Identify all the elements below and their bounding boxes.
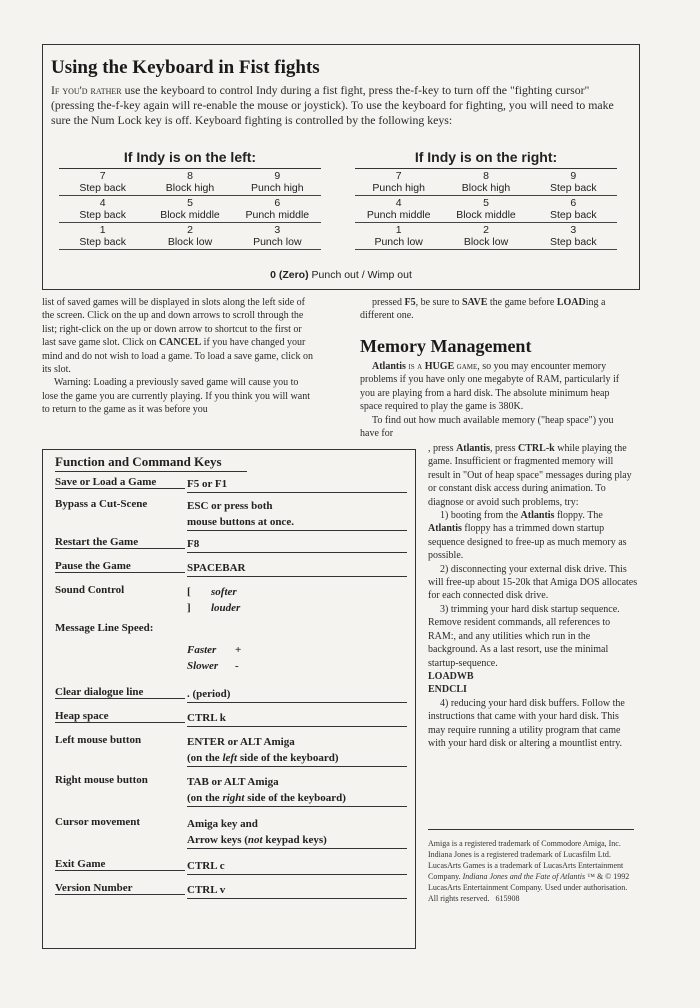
row-key — [187, 642, 407, 674]
memory-intro — [360, 360, 634, 440]
keypad-cell — [530, 223, 617, 249]
text-span: Indiana Jones and the Fate of Atlantis — [462, 872, 586, 881]
keypad-action: Step back — [549, 182, 597, 194]
text-span: Amiga is a registered trademark of Commodore Amiga, Inc. Indiana Jones is a registered trademark of Lucasfilm Ltd. LucasArts Games is a trademark of LucasArts Entertainment Company. — [428, 839, 624, 881]
keypad-cell — [442, 196, 529, 222]
text-span: (on the — [187, 792, 223, 804]
memory-item-3: 3) trimming your hard disk startup sequence. Remove resident commands, all references to RAM:, and any utilities which run in the background. As a last resort, use the minimal startup-sequence. — [428, 603, 620, 669]
row-key: F8 — [187, 536, 407, 553]
saved-games-paragraph — [42, 296, 314, 376]
keypad-row — [355, 223, 617, 250]
function-keys-box — [42, 449, 416, 949]
keypad-cell — [530, 169, 617, 195]
text-span: Arrow keys ( — [187, 834, 248, 846]
key-line: Amiga key and — [187, 818, 258, 830]
row-key: SPACEBAR — [187, 560, 407, 577]
keypad-number: 7 — [395, 170, 402, 182]
text-span: floppy. The — [554, 510, 603, 522]
keypad-number: 4 — [395, 197, 402, 209]
keypad-action: Block low — [463, 236, 509, 248]
row-name: Right mouse button — [55, 774, 148, 786]
keypad-cell — [59, 196, 146, 222]
intro-smallcaps: If you'd rather — [51, 83, 122, 97]
command-endcli: ENDCLI — [428, 684, 467, 696]
faster-label: Faster — [187, 644, 217, 656]
save-before-load-paragraph — [360, 296, 634, 323]
right-side-heading: If Indy is on the right: — [355, 149, 617, 169]
keypad-action: Step back — [79, 209, 127, 221]
row-name: Save or Load a Game — [55, 476, 185, 489]
key-line — [187, 642, 407, 658]
key-line — [187, 600, 407, 616]
text-span: side of the keyboard) — [244, 792, 346, 804]
louder-label: louder — [211, 602, 241, 614]
keypad-number: 6 — [570, 197, 577, 209]
keypad-cell — [355, 196, 442, 222]
keypad-action: Punch high — [372, 182, 425, 194]
keypad-action: Punch middle — [245, 209, 310, 221]
saved-games-text — [42, 296, 314, 417]
text-span: game — [454, 361, 478, 372]
keypad-number: 2 — [187, 224, 193, 236]
memory-diagnose — [428, 442, 638, 750]
key-line — [187, 832, 407, 849]
memory-item-4: 4) reducing your hard disk buffers. Follow the instructions that came with your hard disk. This may require running a utility program that came with your hard disk or altering a mountlist entry. — [428, 697, 625, 749]
keypad-action: Step back — [549, 236, 597, 248]
row-key — [187, 816, 407, 849]
keypad-cell — [355, 223, 442, 249]
memory-item-2: 2) disconnecting your external disk drive. This will free-up about 15-20k that Amiga DOS allocates for each connected disk drive. — [428, 563, 638, 602]
footnote-divider — [428, 829, 634, 830]
keypad-row — [355, 196, 617, 223]
keyboard-section-title: Using the Keyboard in Fist fights — [51, 57, 320, 78]
keypad-action: Punch low — [253, 236, 302, 248]
keypad-row — [59, 169, 321, 196]
keypad-action: Step back — [549, 209, 597, 221]
memory-management-title: Memory Management — [360, 336, 532, 356]
row-name: Bypass a Cut-Scene — [55, 498, 148, 510]
softer-label: softer — [211, 586, 237, 598]
trademark-footnote — [428, 838, 638, 904]
text-span: side of the keyboard) — [237, 752, 339, 764]
keypad-number: 7 — [99, 170, 106, 182]
text-span: ™ & © 1992 LucasArts Entertainment Company. Used under authorisation. All rights reserved. — [428, 872, 630, 903]
text-span: (on the — [187, 752, 223, 764]
atlantis-keyword: Atlantis — [520, 510, 555, 522]
zero-key: 0 (Zero) — [270, 269, 309, 281]
keypad-cell — [442, 169, 529, 195]
keypad-action: Step back — [79, 236, 127, 248]
row-key: CTRL k — [187, 710, 407, 727]
row-name: Pause the Game — [55, 560, 185, 573]
keypad-number: 6 — [274, 197, 281, 209]
text-span: while playing the game. Insufficient or fragmented memory will result in "Out of heap space" messages during play or constant disk access during animation. To diagnose or avoid such problems, try: — [428, 443, 632, 508]
text-span: , be sure to — [415, 297, 462, 308]
intro-text: use the keyboard to control Indy during a fist fight, press the-f-key to turn off the "fighting cursor" (pressing the-f-key again will re-enable the mouse or joystick). To use the keyboard for fighting, you will need to make sure the Num Lock key is off. Keyboard fighting is controlled by the following keys: — [51, 83, 614, 127]
keypad-action: Block high — [461, 182, 511, 194]
row-name: Sound Control — [55, 584, 125, 596]
row-key: . (period) — [187, 686, 407, 703]
text-span: , so you may encounter memory problems if you have only one megabyte of RAM, particularly if you are playing from a hard disk. The absolute minimum heap space required to play the game is 380K. — [360, 361, 620, 413]
memory-paragraph-1 — [360, 360, 634, 414]
text-span: , press — [428, 443, 457, 454]
save-keyword: SAVE — [462, 297, 488, 308]
row-key — [187, 584, 407, 616]
f5-keyword: F5 — [404, 297, 416, 308]
keypad-number: 9 — [570, 170, 577, 182]
keypad-number: 2 — [483, 224, 489, 236]
row-name: Heap space — [55, 710, 185, 723]
row-key — [187, 734, 407, 767]
row-key: CTRL v — [187, 882, 407, 899]
keypad-number: 5 — [483, 197, 489, 209]
row-name: Message Line Speed: — [55, 622, 154, 634]
keypad-cell — [530, 196, 617, 222]
slower-key: - — [235, 660, 239, 672]
key-line: TAB or ALT Amiga — [187, 776, 279, 788]
keypad-cell — [234, 169, 321, 195]
softer-key: [ — [187, 586, 191, 598]
huge-keyword: HUGE — [424, 361, 455, 372]
keypad-action: Block middle — [456, 209, 516, 221]
row-name: Cursor movement — [55, 816, 141, 828]
keypad-action: Punch high — [251, 182, 304, 194]
keypad-number: 8 — [483, 170, 489, 182]
row-key: F5 or F1 — [187, 476, 407, 493]
louder-key: ] — [187, 602, 191, 614]
text-span: To find out how much available memory ("heap space") you have for — [360, 414, 614, 440]
keypad-number: 3 — [274, 224, 281, 236]
command-loadwb: LOADWB — [428, 670, 474, 682]
keypad-number: 5 — [187, 197, 193, 209]
keypad-cell — [234, 223, 321, 249]
text-span: pressed — [372, 297, 405, 308]
key-line: mouse buttons at once. — [187, 514, 407, 531]
text-span: keypad keys) — [262, 834, 327, 846]
save-before-load-text — [360, 296, 634, 323]
warning-paragraph: Warning: Loading a previously saved game will cause you to lose the game you are currently playing. If you think you will want to return to the game as it was before you — [42, 377, 310, 416]
faster-key: + — [235, 644, 242, 656]
atlantis-keyword: Atlantis — [372, 361, 406, 372]
keypad-cell — [59, 169, 146, 195]
text-span: 1) booting from the — [440, 510, 521, 522]
text-span: left — [222, 752, 238, 764]
key-line — [187, 750, 407, 767]
keypad-number: 1 — [99, 224, 106, 236]
slower-label: Slower — [187, 660, 219, 672]
row-name: Left mouse button — [55, 734, 142, 746]
keyboard-fistfight-box — [42, 44, 640, 290]
left-side-heading: If Indy is on the left: — [59, 149, 321, 169]
zero-key-line — [43, 269, 639, 281]
keypad-action: Block high — [165, 182, 215, 194]
row-key — [187, 498, 407, 531]
atlantis-keyword: Atlantis — [428, 523, 462, 535]
text-span: not — [247, 834, 263, 846]
keypad-cell — [146, 223, 233, 249]
atlantis-keyword: Atlantis — [456, 443, 490, 454]
keypad-action: Punch middle — [366, 209, 431, 221]
left-side-table — [59, 149, 321, 250]
keypad-action: Punch low — [374, 236, 423, 248]
keypad-number: 4 — [99, 197, 106, 209]
keyboard-intro — [51, 83, 631, 128]
memory-paragraph-2 — [428, 442, 638, 509]
product-code: 615908 — [495, 894, 520, 903]
memory-paragraph-2-start — [360, 414, 634, 441]
keypad-row — [355, 169, 617, 196]
row-name: Restart the Game — [55, 536, 185, 549]
key-line — [187, 584, 407, 600]
keypad-number: 9 — [274, 170, 281, 182]
key-line: ESC or press both — [187, 500, 273, 512]
keypad-action: Step back — [79, 182, 127, 194]
keypad-number: 3 — [570, 224, 577, 236]
keypad-cell — [59, 223, 146, 249]
keypad-cell — [234, 196, 321, 222]
text-span: ing a different one. — [360, 297, 606, 322]
keypad-cell — [355, 169, 442, 195]
zero-key-text: Punch out / Wimp out — [308, 269, 412, 281]
row-key — [187, 774, 407, 807]
text-span: the game before — [487, 297, 557, 308]
text-span: floppy has a trimmed down startup sequence designed to free-up as much memory as possible. — [428, 523, 627, 562]
row-name: Exit Game — [55, 858, 185, 871]
keypad-row — [59, 196, 321, 223]
text-span: right — [222, 792, 245, 804]
keypad-action: Block low — [167, 236, 213, 248]
keypad-number: 1 — [395, 224, 402, 236]
keypad-cell — [146, 196, 233, 222]
text-span: list of saved games will be displayed in slots along the left side of the screen. Click on the up and down arrows to scroll through the list; right-click on the up or down arrow to shortcut to the first or last save game slot. Click on — [42, 297, 306, 349]
text-span: , press — [489, 443, 519, 454]
function-keys-title: Function and Command Keys — [55, 454, 247, 472]
row-name: Version Number — [55, 882, 185, 895]
text-span: if you have changed your mind and do not wish to load a game. To load a save game, click on its slot. — [42, 337, 313, 376]
load-keyword: LOAD — [556, 297, 586, 308]
ctrl-k-keyword: CTRL-k — [518, 443, 555, 454]
key-line — [187, 790, 407, 807]
right-side-table — [355, 149, 617, 250]
row-name: Clear dialogue line — [55, 686, 185, 699]
keypad-action: Block middle — [160, 209, 220, 221]
text-span: is a — [405, 361, 425, 372]
keypad-number: 8 — [187, 170, 193, 182]
keypad-cell — [442, 223, 529, 249]
key-line: ENTER or ALT Amiga — [187, 736, 295, 748]
key-line — [187, 658, 407, 674]
row-key: CTRL c — [187, 858, 407, 875]
memory-item-1 — [428, 509, 638, 563]
keypad-cell — [146, 169, 233, 195]
keypad-row — [59, 223, 321, 250]
cancel-keyword: CANCEL — [158, 337, 202, 349]
